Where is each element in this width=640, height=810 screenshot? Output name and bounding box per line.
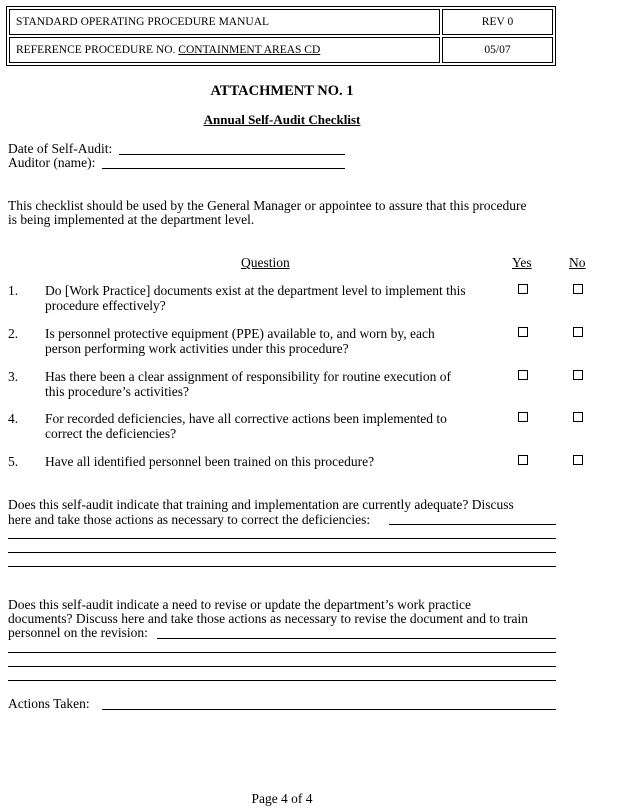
yes-column-header: Yes <box>512 255 532 270</box>
question-line: Do [Work Practice] documents exist at the department level to implement this <box>45 283 466 298</box>
discussion-1-response-line[interactable] <box>389 524 556 525</box>
discussion-2-response-line[interactable] <box>8 652 556 653</box>
question-number: 1. <box>8 283 19 298</box>
discussion-1-response-line[interactable] <box>8 566 556 567</box>
question-line: correct the deficiencies? <box>45 426 177 441</box>
question-line: Is personnel protective equipment (PPE) available to, and worn by, each <box>45 326 435 341</box>
question-text <box>45 454 500 469</box>
document-header <box>6 6 556 66</box>
reference-prefix: REFERENCE PROCEDURE NO. <box>16 44 179 56</box>
reference-procedure <box>9 37 440 63</box>
discussion-1-response-line[interactable] <box>8 552 556 553</box>
no-checkbox[interactable] <box>573 412 583 422</box>
header-row-reference <box>9 37 553 63</box>
discussion-2-response-line[interactable] <box>8 680 556 681</box>
yes-checkbox[interactable] <box>518 370 528 380</box>
revision-date: 05/07 <box>442 37 553 63</box>
question-line: Have all identified personnel been trained on this procedure? <box>45 454 375 469</box>
intro-line-1: This checklist should be used by the General Manager or appointee to assure that this procedure <box>8 198 527 213</box>
yes-checkbox[interactable] <box>518 284 528 294</box>
discussion-2-line-1: Does this self-audit indicate a need to revise or update the department’s work practice <box>8 597 471 612</box>
question-number: 5. <box>8 454 19 469</box>
actions-taken-field[interactable] <box>102 709 556 710</box>
discussion-2-response-line[interactable] <box>8 666 556 667</box>
question-number: 3. <box>8 369 19 384</box>
page-subtitle: Annual Self-Audit Checklist <box>203 112 361 127</box>
question-text <box>45 411 500 441</box>
question-column-header: Question <box>241 255 290 270</box>
manual-title: STANDARD OPERATING PROCEDURE MANUAL <box>9 9 440 35</box>
page-title: ATTACHMENT NO. 1 <box>210 83 354 99</box>
no-column-header: No <box>569 255 586 270</box>
discussion-2-response-line[interactable] <box>157 638 556 639</box>
date-of-audit-label: Date of Self-Audit: <box>8 141 113 156</box>
question-number: 4. <box>8 411 19 426</box>
no-checkbox[interactable] <box>573 284 583 294</box>
reference-name: CONTAINMENT AREAS CD <box>178 44 321 56</box>
no-checkbox[interactable] <box>573 370 583 380</box>
actions-taken-label: Actions Taken: <box>8 696 90 711</box>
intro-line-2: is being implemented at the department level. <box>8 212 255 227</box>
auditor-label: Auditor (name): <box>8 155 96 170</box>
yes-checkbox[interactable] <box>518 455 528 465</box>
yes-checkbox[interactable] <box>518 327 528 337</box>
yes-checkbox[interactable] <box>518 412 528 422</box>
no-checkbox[interactable] <box>573 455 583 465</box>
question-line: For recorded deficiencies, have all corrective actions been implemented to <box>45 411 447 426</box>
header-row-manual <box>9 9 553 35</box>
question-text <box>45 283 500 313</box>
question-line: this procedure’s activities? <box>45 384 189 399</box>
discussion-2-line-3: personnel on the revision: <box>8 625 148 640</box>
discussion-1-line-1: Does this self-audit indicate that training and implementation are currently adequate? Discuss <box>8 497 514 512</box>
question-line: person performing work activities under this procedure? <box>45 341 349 356</box>
date-of-audit-field[interactable] <box>119 154 345 155</box>
question-text <box>45 326 500 356</box>
no-checkbox[interactable] <box>573 327 583 337</box>
discussion-1-response-line[interactable] <box>8 538 556 539</box>
discussion-1-line-2: here and take those actions as necessary to correct the deficiencies: <box>8 512 371 527</box>
page-number: Page 4 of 4 <box>251 791 313 806</box>
question-text <box>45 369 500 399</box>
question-line: Has there been a clear assignment of responsibility for routine execution of <box>45 369 451 384</box>
question-number: 2. <box>8 326 19 341</box>
discussion-2-line-2: documents? Discuss here and take those actions as necessary to revise the document and to train <box>8 611 528 626</box>
question-line: procedure effectively? <box>45 298 166 313</box>
auditor-name-field[interactable] <box>102 168 345 169</box>
revision-number: REV 0 <box>442 9 553 35</box>
